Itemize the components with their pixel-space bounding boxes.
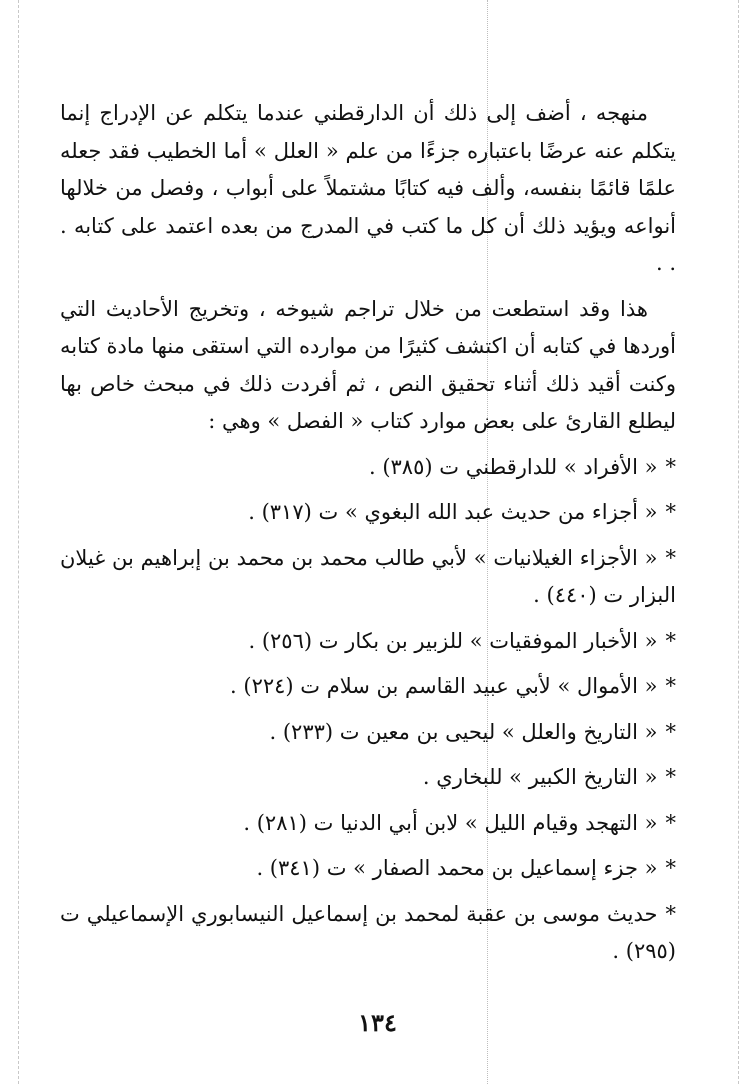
source-title: « التاريخ الكبير » للبخاري . [422, 765, 658, 789]
source-title: « الأموال » لأبي عبيد القاسم بن سلام ت (٢٢٤) . [230, 674, 658, 698]
list-item [60, 850, 676, 888]
scan-edge-left [18, 0, 19, 1084]
source-title: حديث موسى بن عقبة لمحمد بن إسماعيل النيسابوري الإسماعيلي ت (٢٩٥) . [60, 901, 676, 963]
scan-edge-right [738, 0, 739, 1084]
source-title: « الأفراد » للدارقطني ت (٣٨٥) . [368, 454, 658, 479]
list-item [60, 805, 676, 843]
list-item [60, 668, 676, 706]
paragraph-sources-intro: هذا وقد استطعت من خلال تراجم شيوخه ، وتخريج الأحاديث التي أوردها في كتابه أن اكتشف كثيرًا من موارده التي استقى منها مادة كتابه وكنت أقيد ذلك أثناء تحقيق النص ، ثم أفردت ذلك في مبحث خاص بها ليطلع القارئ على بعض موارد كتاب « الفصل » وهي : [60, 296, 676, 433]
source-title: « جزء إسماعيل بن محمد الصفار » ت (٣٤١) . [256, 856, 658, 880]
list-item [60, 714, 676, 752]
bullet-star-icon: * [665, 719, 676, 744]
sources-list [60, 449, 676, 971]
bullet-star-icon: * [665, 454, 676, 479]
source-title: « أجزاء من حديث عبد الله البغوي » ت (٣١٧) . [248, 500, 658, 524]
bullet-star-icon: * [665, 628, 676, 653]
list-item [60, 540, 676, 615]
bullet-star-icon: * [665, 856, 676, 880]
page-number: ١٣٤ [358, 1008, 397, 1037]
bullet-star-icon: * [665, 674, 676, 698]
source-title: « التاريخ والعلل » ليحيى بن معين ت (٢٣٣) . [269, 719, 658, 744]
list-item [60, 759, 676, 797]
list-item [60, 623, 676, 661]
source-title: « الأجزاء الغيلانيات » لأبي طالب محمد بن محمد بن إبراهيم بن غيلان البزار ت (٤٤٠) . [60, 545, 676, 607]
source-title: « الأخبار الموفقيات » للزبير بن بكار ت (٢٥٦) . [248, 628, 658, 653]
list-item [60, 449, 676, 487]
source-title: « التهجد وقيام الليل » لابن أبي الدنيا ت (٢٨١) . [243, 810, 658, 835]
bullet-star-icon: * [665, 901, 676, 926]
list-item [60, 494, 676, 532]
bullet-star-icon: * [665, 810, 676, 835]
bullet-star-icon: * [665, 765, 676, 789]
bullet-star-icon: * [665, 545, 676, 570]
page-body [60, 95, 676, 979]
bullet-star-icon: * [665, 500, 676, 524]
list-item [60, 896, 676, 971]
paragraph-methodology: منهجه ، أضف إلى ذلك أن الدارقطني عندما يتكلم عن الإدراج إنما يتكلم عنه عرضًا باعتباره جزءًا من علم « العلل » أما الخطيب فقد جعله علمًا قائمًا بنفسه، وألف فيه كتابًا مشتملاً على أبواب ، وفصل من خلالها أنواعه ويؤيد ذلك أن كل ما كتب في المدرج من بعده اعتمد على كتابه . . . [60, 101, 676, 275]
